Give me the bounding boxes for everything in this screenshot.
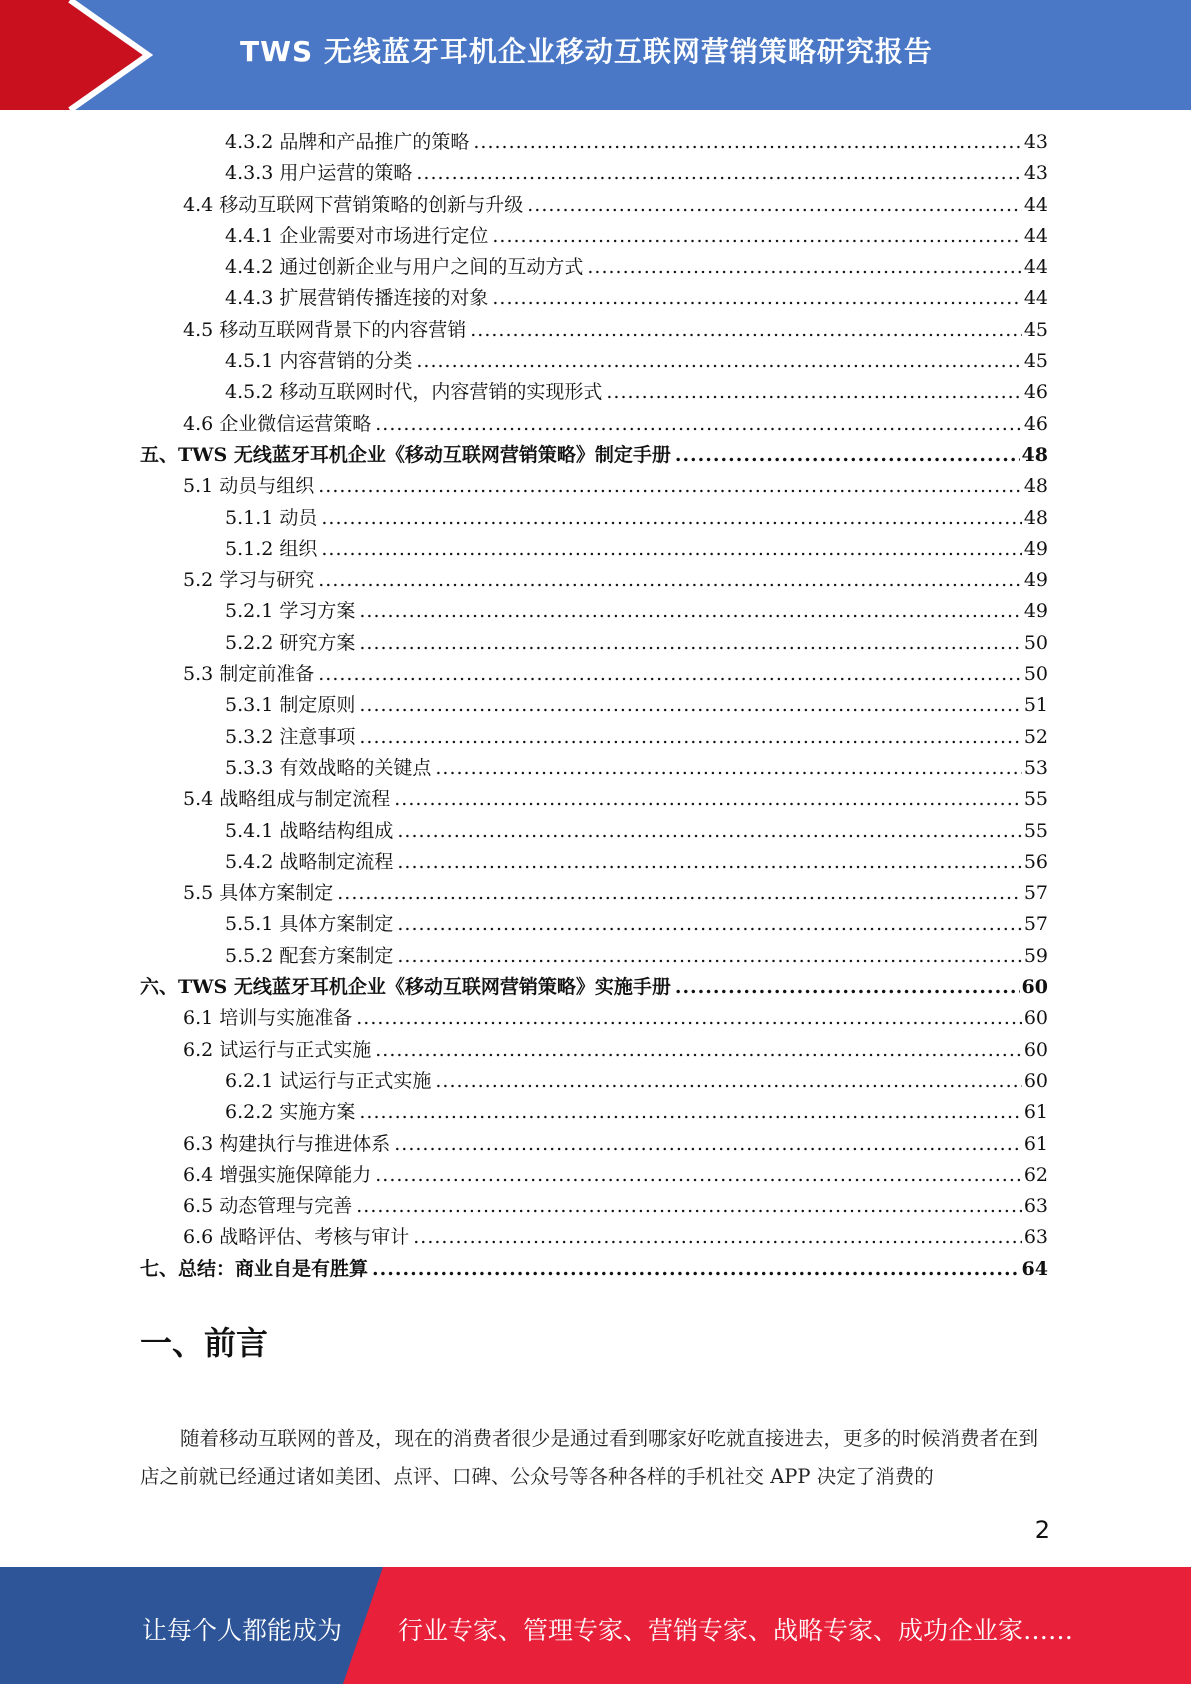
toc-entry[interactable]: [140, 283, 1048, 314]
toc-entry-page: 63: [1023, 1226, 1048, 1249]
toc-entry[interactable]: [140, 690, 1048, 721]
toc-entry-page: 45: [1023, 350, 1048, 373]
toc-entry-page: 51: [1023, 694, 1048, 717]
toc-entry[interactable]: [140, 503, 1048, 534]
toc-entry-page: 53: [1023, 756, 1048, 779]
toc-leader-dots: [675, 972, 1020, 1003]
toc-leader-dots: [587, 252, 1021, 283]
toc-entry[interactable]: [140, 784, 1048, 815]
toc-leader-dots: [435, 753, 1021, 784]
toc-entry-label: 5.2.2 研究方案: [225, 631, 356, 654]
toc-entry[interactable]: [140, 190, 1048, 221]
toc-entry-page: 61: [1023, 1101, 1048, 1124]
toc-entry-page: 45: [1023, 318, 1048, 341]
toc-entry-label: 6.2.1 试运行与正式实施: [225, 1069, 432, 1092]
section-heading: 一、前言: [140, 1324, 269, 1362]
toc-leader-dots: [359, 722, 1021, 753]
document-title: TWS 无线蓝牙耳机企业移动互联网营销策略研究报告: [240, 35, 933, 68]
toc-leader-dots: [492, 283, 1021, 314]
toc-leader-dots: [397, 816, 1021, 847]
toc-entry[interactable]: [140, 1222, 1048, 1253]
toc-entry-label: 5.4 战略组成与制定流程: [183, 788, 391, 811]
toc-entry[interactable]: [140, 471, 1048, 502]
toc-entry-label: 5.2.1 学习方案: [225, 600, 356, 623]
toc-leader-dots: [375, 1035, 1022, 1066]
toc-entry-label: 4.5.2 移动互联网时代，内容营销的实现形式: [225, 381, 603, 404]
toc-entry-label: 5.5.2 配套方案制定: [225, 944, 394, 967]
toc-entry[interactable]: [140, 1254, 1048, 1285]
toc-entry[interactable]: [140, 534, 1048, 565]
toc-entry-label: 5.1 动员与组织: [183, 475, 315, 498]
toc-leader-dots: [492, 221, 1021, 252]
toc-entry-label: 4.5 移动互联网背景下的内容营销: [183, 318, 467, 341]
toc-entry-page: 48: [1023, 506, 1048, 529]
toc-leader-dots: [435, 1066, 1021, 1097]
toc-leader-dots: [372, 1254, 1020, 1285]
toc-leader-dots: [416, 158, 1021, 189]
toc-entry-page: 50: [1023, 631, 1048, 654]
toc-entry[interactable]: [140, 816, 1048, 847]
toc-entry[interactable]: [140, 1191, 1048, 1222]
toc-entry-page: 43: [1023, 131, 1048, 153]
page-header: [0, 0, 1191, 110]
toc-entry-page: 63: [1023, 1195, 1048, 1218]
toc-entry[interactable]: [140, 221, 1048, 252]
toc-entry-label: 5.5 具体方案制定: [183, 882, 334, 905]
toc-entry-page: 44: [1023, 256, 1048, 279]
toc-entry-label: 4.5.1 内容营销的分类: [225, 350, 413, 373]
toc-entry[interactable]: [140, 1066, 1048, 1097]
toc-leader-dots: [321, 534, 1021, 565]
toc-leader-dots: [318, 659, 1022, 690]
toc-leader-dots: [397, 909, 1021, 940]
toc-leader-dots: [527, 190, 1022, 221]
toc-entry-page: 60: [1023, 1038, 1048, 1061]
toc-entry[interactable]: [140, 440, 1048, 471]
toc-entry-page: 49: [1023, 537, 1048, 560]
toc-entry-label: 4.4 移动互联网下营销策略的创新与升级: [183, 193, 524, 216]
toc-leader-dots: [359, 628, 1021, 659]
toc-entry-page: 52: [1023, 725, 1048, 748]
toc-leader-dots: [416, 346, 1021, 377]
toc-entry-page: 49: [1023, 600, 1048, 623]
toc-entry[interactable]: [140, 972, 1048, 1003]
toc-entry-page: 50: [1023, 663, 1048, 686]
toc-leader-dots: [356, 1003, 1022, 1034]
toc-entry[interactable]: [140, 565, 1048, 596]
toc-entry-label: 6.2.2 实施方案: [225, 1101, 356, 1124]
toc-entry-label: 5.2 学习与研究: [183, 569, 315, 592]
toc-entry[interactable]: [140, 377, 1048, 408]
toc-entry[interactable]: [140, 1160, 1048, 1191]
toc-leader-dots: [470, 315, 1022, 346]
toc-entry[interactable]: [140, 409, 1048, 440]
body-text: [140, 1420, 1050, 1496]
toc-leader-dots: [413, 1222, 1022, 1253]
toc-entry-label: 5.3.3 有效战略的关键点: [225, 756, 432, 779]
toc-entry-label: 4.3.3 用户运营的策略: [225, 162, 413, 185]
toc-entry[interactable]: [140, 252, 1048, 283]
toc-entry-label: 六、TWS 无线蓝牙耳机企业《移动互联网营销策略》实施手册: [140, 976, 671, 999]
table-of-contents: [140, 127, 1048, 1285]
toc-entry[interactable]: [140, 127, 1048, 158]
toc-entry-page: 64: [1021, 1257, 1048, 1280]
toc-entry-page: 55: [1023, 819, 1048, 842]
toc-entry-label: 5.5.1 具体方案制定: [225, 913, 394, 936]
toc-entry-label: 6.1 培训与实施准备: [183, 1007, 353, 1030]
page-footer: [0, 1567, 1191, 1684]
toc-leader-dots: [356, 1191, 1022, 1222]
toc-entry[interactable]: [140, 315, 1048, 346]
page-number: 2: [1034, 1516, 1050, 1544]
toc-leader-dots: [359, 690, 1021, 721]
toc-entry-label: 5.3 制定前准备: [183, 663, 315, 686]
toc-entry-label: 4.4.3 扩展营销传播连接的对象: [225, 287, 489, 310]
toc-leader-dots: [397, 847, 1021, 878]
toc-leader-dots: [394, 1129, 1022, 1160]
footer-slogan-right: 行业专家、管理专家、营销专家、战略专家、成功企业家……: [398, 1616, 1074, 1645]
toc-leader-dots: [318, 471, 1022, 502]
toc-entry-page: 44: [1023, 224, 1048, 247]
toc-entry-label: 5.3.2 注意事项: [225, 725, 356, 748]
toc-entry[interactable]: [140, 1003, 1048, 1034]
toc-entry-label: 5.1.2 组织: [225, 537, 318, 560]
toc-leader-dots: [394, 784, 1022, 815]
toc-entry-page: 57: [1023, 913, 1048, 936]
toc-entry-page: 56: [1023, 850, 1048, 873]
toc-entry[interactable]: [140, 1035, 1048, 1066]
toc-entry-page: 59: [1023, 944, 1048, 967]
toc-entry[interactable]: [140, 346, 1048, 377]
toc-entry-page: 55: [1023, 788, 1048, 811]
toc-leader-dots: [359, 596, 1021, 627]
toc-entry-label: 4.4.1 企业需要对市场进行定位: [225, 224, 489, 247]
toc-entry[interactable]: [140, 941, 1048, 972]
toc-leader-dots: [606, 377, 1021, 408]
toc-entry-page: 44: [1023, 287, 1048, 310]
toc-entry-label: 5.4.2 战略制定流程: [225, 850, 394, 873]
toc-entry[interactable]: [140, 659, 1048, 690]
toc-entry-page: 57: [1023, 882, 1048, 905]
toc-entry[interactable]: [140, 628, 1048, 659]
toc-leader-dots: [675, 440, 1020, 471]
toc-entry[interactable]: [140, 909, 1048, 940]
toc-entry-page: 61: [1023, 1132, 1048, 1155]
toc-entry-label: 6.5 动态管理与完善: [183, 1195, 353, 1218]
toc-entry-label: 5.3.1 制定原则: [225, 694, 356, 717]
toc-entry-page: 48: [1021, 443, 1048, 466]
toc-leader-dots: [359, 1097, 1021, 1128]
toc-entry-label: 6.2 试运行与正式实施: [183, 1038, 372, 1061]
toc-entry-label: 6.4 增强实施保障能力: [183, 1163, 372, 1186]
paragraph: 随着移动互联网的普及，现在的消费者很少是通过看到哪家好吃就直接进去，更多的时候消费者在到店之前就已经通过诸如美团、点评、口碑、公众号等各种各样的手机社交 APP 决定了消费的: [140, 1427, 1039, 1488]
toc-entry[interactable]: [140, 722, 1048, 753]
toc-entry[interactable]: [140, 1097, 1048, 1128]
toc-entry-page: 60: [1021, 976, 1048, 999]
toc-entry[interactable]: [140, 847, 1048, 878]
toc-leader-dots: [321, 503, 1021, 534]
toc-entry-label: 4.3.2 品牌和产品推广的策略: [225, 131, 470, 153]
toc-entry-label: 五、TWS 无线蓝牙耳机企业《移动互联网营销策略》制定手册: [140, 443, 671, 466]
toc-entry[interactable]: [140, 1129, 1048, 1160]
toc-entry-label: 6.3 构建执行与推进体系: [183, 1132, 391, 1155]
toc-entry-label: 6.6 战略评估、考核与审计: [183, 1226, 410, 1249]
toc-entry-label: 5.1.1 动员: [225, 506, 318, 529]
toc-leader-dots: [473, 127, 1021, 158]
toc-entry-page: 48: [1023, 475, 1048, 498]
toc-leader-dots: [318, 565, 1022, 596]
toc-entry-page: 60: [1023, 1007, 1048, 1030]
toc-entry-label: 七、总结：商业自是有胜算: [140, 1257, 369, 1280]
toc-entry-label: 4.4.2 通过创新企业与用户之间的互动方式: [225, 256, 584, 279]
toc-entry-page: 60: [1023, 1069, 1048, 1092]
toc-entry-page: 44: [1023, 193, 1048, 216]
toc-entry-label: 4.6 企业微信运营策略: [183, 412, 372, 435]
toc-entry[interactable]: [140, 158, 1048, 189]
toc-entry-label: 5.4.1 战略结构组成: [225, 819, 394, 842]
toc-entry[interactable]: [140, 753, 1048, 784]
toc-entry-page: 46: [1023, 412, 1048, 435]
toc-entry[interactable]: [140, 596, 1048, 627]
toc-entry-page: 49: [1023, 569, 1048, 592]
toc-entry-page: 62: [1023, 1163, 1048, 1186]
toc-leader-dots: [375, 409, 1022, 440]
toc-leader-dots: [397, 941, 1021, 972]
toc-leader-dots: [375, 1160, 1022, 1191]
footer-slogan-left: 让每个人都能成为: [142, 1616, 343, 1645]
toc-entry-page: 43: [1023, 162, 1048, 185]
toc-leader-dots: [337, 878, 1022, 909]
toc-entry[interactable]: [140, 878, 1048, 909]
toc-entry-page: 46: [1023, 381, 1048, 404]
